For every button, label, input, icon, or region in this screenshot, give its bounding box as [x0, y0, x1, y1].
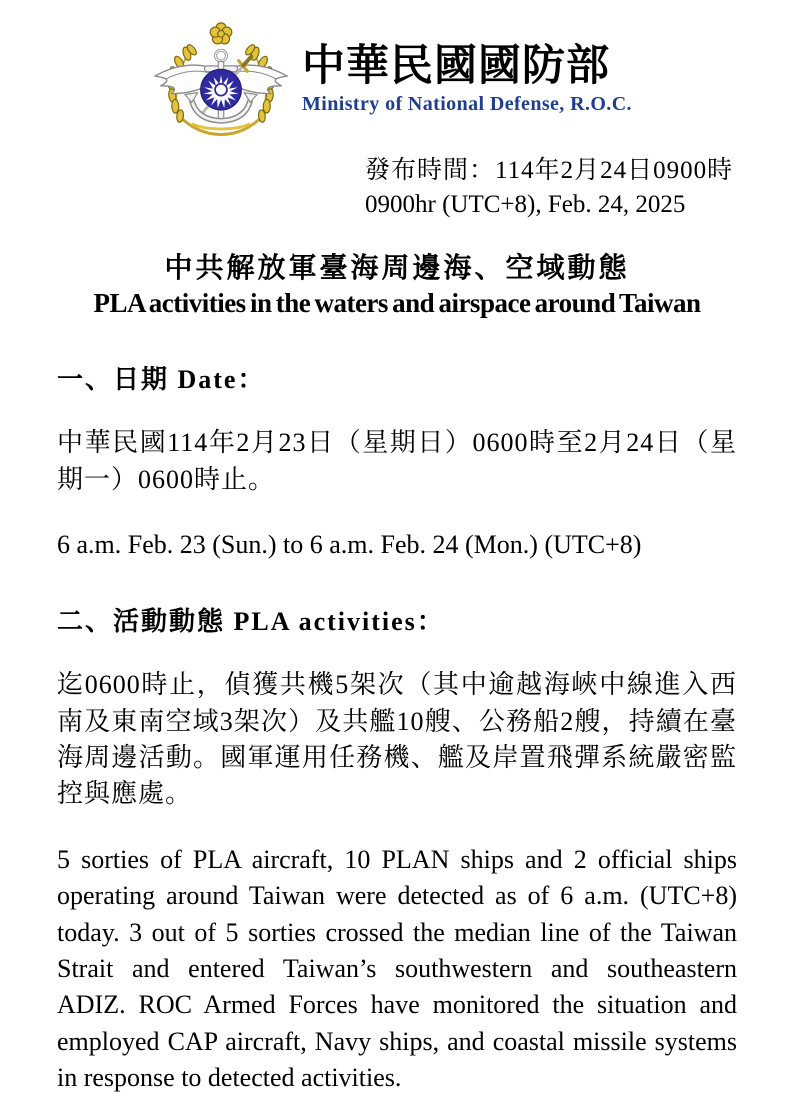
- section-activities: [57, 601, 737, 1096]
- document-title-zh: 中共解放軍臺海周邊海、空域動態: [164, 253, 630, 284]
- release-time-en: 0900hr (UTC+8), Feb. 24, 2025: [365, 190, 686, 218]
- ministry-title-zh: 中華民國國防部: [302, 43, 611, 91]
- document-title-en: PLA activities in the waters and airspace around Taiwan: [93, 288, 701, 319]
- blue-sun-disc: [201, 69, 242, 110]
- ministry-title-en: Ministry of National Defense, R.O.C.: [302, 92, 632, 115]
- plum-blossom: [210, 23, 232, 44]
- mnd-emblem-logo: [148, 20, 294, 140]
- section-date-heading: 一、日期 Date：: [57, 365, 266, 395]
- activities-paragraph-zh: 迄0600時止，偵獲共機5架次（其中逾越海峽中線進入西南及東南空域3架次）及共艦10艘、公務船2艘，持續在臺海周邊活動。國軍運用任務機、艦及岸置飛彈系統嚴密監控與應處。: [57, 670, 737, 809]
- section-activities-heading: 二、活動動態 PLA activities：: [57, 607, 445, 637]
- section-date: [57, 359, 737, 563]
- date-paragraph-en: 6 a.m. Feb. 23 (Sun.) to 6 a.m. Feb. 24 (Mon.) (UTC+8): [57, 529, 642, 559]
- header: [43, 20, 737, 140]
- activities-paragraph-en: 5 sorties of PLA aircraft, 10 PLAN ships and 2 official ships operating around Taiwan were detected as of 6 a.m. (UTC+8) today. 3 out of 5 sorties crossed the median line of the Taiwan Strait and entered Taiwan’s southwestern and southeastern ADIZ. ROC Armed Forces have monitored the situation and employed CAP aircraft, Navy ships, and coastal missile systems in response to detected activities.: [57, 844, 737, 1093]
- release-time-block: [365, 154, 737, 221]
- document-title: [57, 251, 737, 321]
- ministry-titles: [302, 44, 632, 115]
- date-paragraph-zh: 中華民國114年2月23日（星期日）0600時至2月24日（星期一）0600時止。: [57, 428, 737, 494]
- release-time-zh: 發布時間：114年2月24日0900時: [365, 157, 734, 184]
